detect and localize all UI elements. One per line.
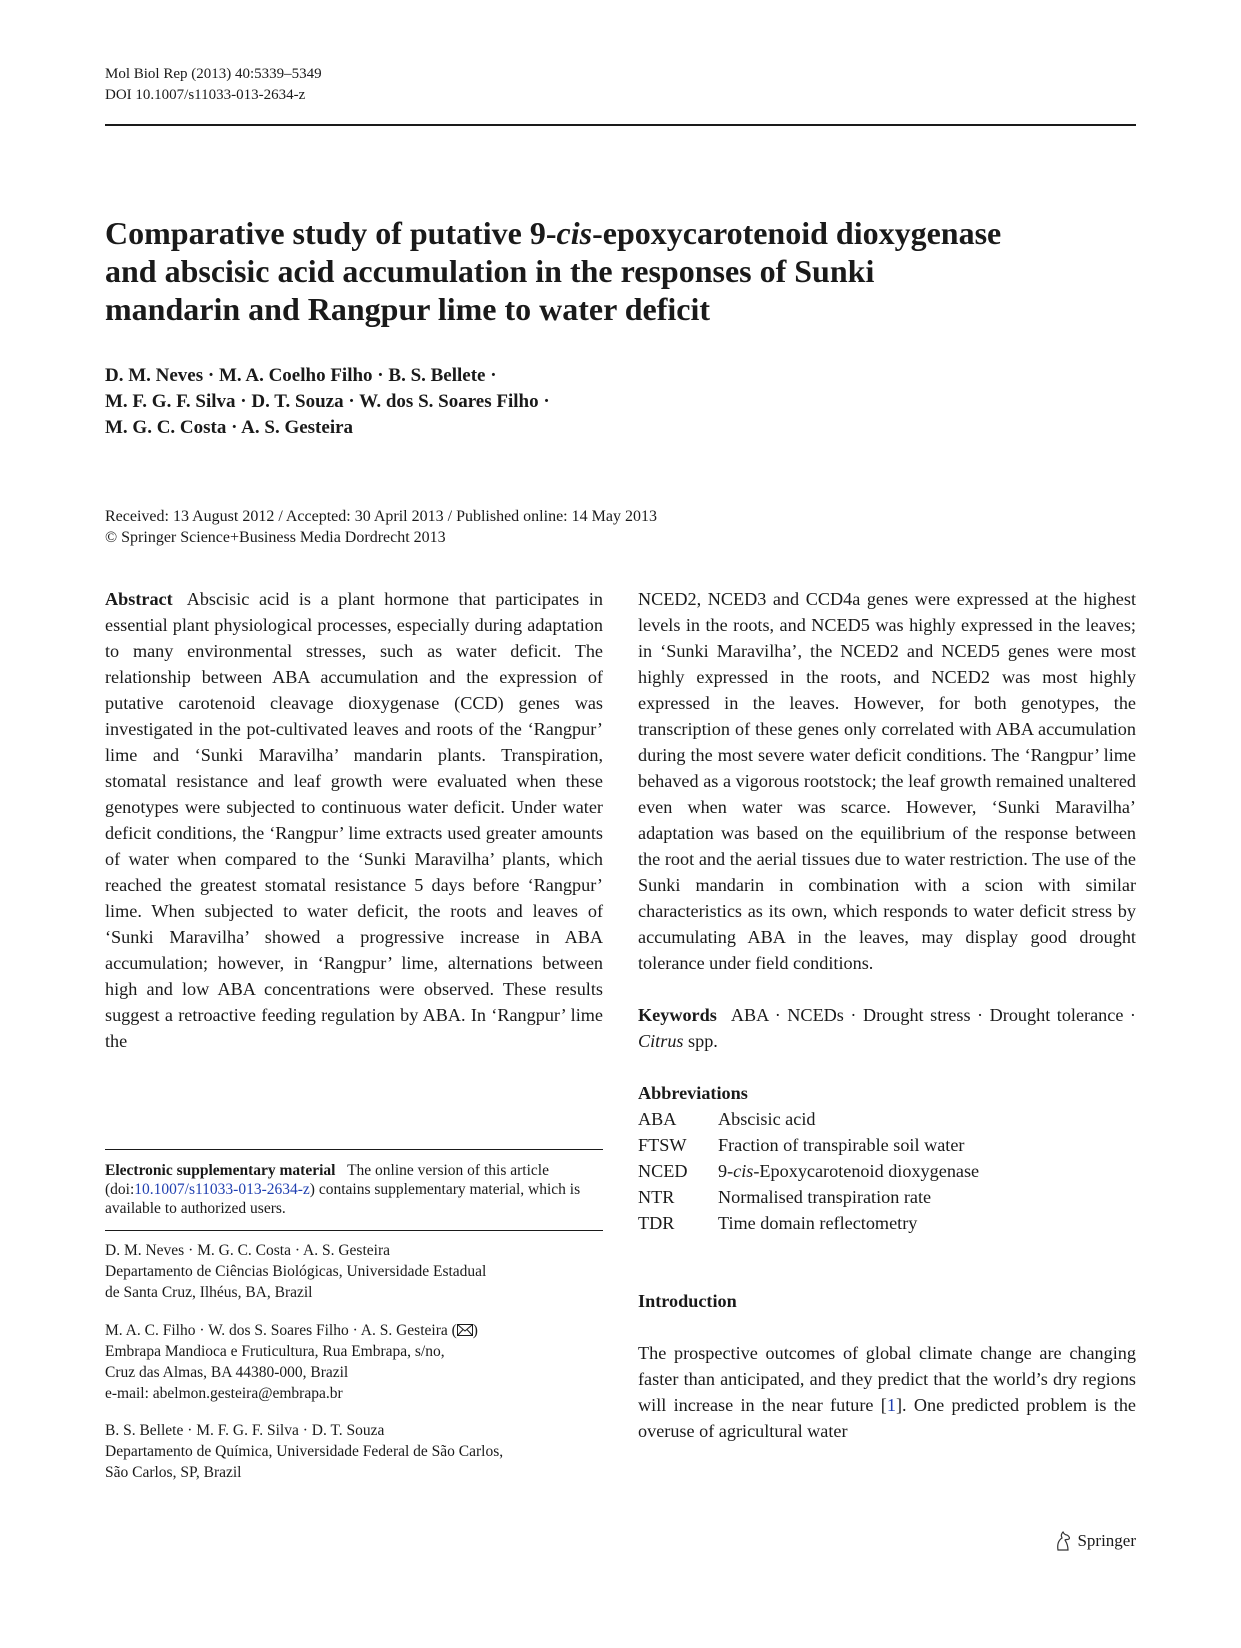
abbreviation-term: FTSW (638, 1135, 687, 1155)
abbreviations-title: Abbreviations (638, 1083, 748, 1103)
author-line: M. G. C. Costa · A. S. Gesteira (105, 417, 354, 438)
abbreviation-definition: 9-cis-Epoxycarotenoid dioxygenase (718, 1161, 980, 1181)
keywords: Keywords ABA · NCEDs · Drought stress · Drought tolerance · Citrus spp. (638, 1005, 1136, 1051)
abbreviation-definition: Time domain reflectometry (718, 1213, 918, 1233)
header-rule (105, 124, 1136, 126)
author-list (105, 363, 1136, 441)
abstract-label: Abstract (105, 589, 173, 609)
abbreviation-row (638, 1184, 979, 1210)
abstract-continued: NCED2, NCED3 and CCD4a genes were expressed at the highest levels in the roots, and NCED5 was highly expressed in the leaves; in ‘Sunki Maravilha’, the NCED2 and NCED5 genes were most highly expressed in the roots, and NCED2 was most highly expressed in the leaves. However, for both genotypes, the transcription of these genes only correlated with ABA accumulation during the most severe water deficit conditions. The ‘Rangpur’ lime behaved as a vigorous rootstock; the leaf growth remained unaltered even when water was scarce. However, ‘Sunki Maravilha’ adaptation was based on the equilibrium of the response between the root and the aerial tissues due to water restriction. The use of the Sunki mandarin in combination with a scion with similar characteristics as its own, which responds to water deficit stress by accumulating ABA in the leaves, may display good drought tolerance under field conditions. (638, 589, 1136, 973)
doi-link[interactable]: 10.1007/s11033-013-2634-z (134, 1181, 310, 1198)
abbreviation-term: TDR (638, 1213, 675, 1233)
abstract-left-column (105, 586, 603, 1054)
affiliation-block: D. M. Neves · M. G. C. Costa · A. S. Gesteira Departamento de Ciências Biológicas, Universidade Estadual de Santa Cruz, Ilhéus, BA, Brazil (105, 1242, 487, 1301)
abbreviation-term: ABA (638, 1109, 677, 1129)
copyright-line: © Springer Science+Business Media Dordrecht 2013 (105, 529, 446, 546)
affiliation-block: M. A. C. Filho · W. dos S. Soares Filho · A. S. Gesteira ( ) Embrapa Mandioca e Fruticultura, Rua Embrapa, s/no, Cruz das Almas, BA 44380-000, Brazil e-mail: abelmon.gesteira@embrapa.br (105, 1320, 603, 1404)
abbreviation-row (638, 1158, 979, 1184)
abbreviations-table (638, 1106, 979, 1236)
abbreviation-definition: Fraction of transpirable soil water (718, 1135, 965, 1155)
abbreviation-definition: Abscisic acid (718, 1109, 816, 1129)
abbreviation-row (638, 1210, 979, 1236)
affiliation-block: B. S. Bellete · M. F. G. F. Silva · D. T. Souza Departamento de Química, Universidade Federal de São Carlos, São Carlos, SP, Brazil (105, 1422, 504, 1481)
email: e-mail: abelmon.gesteira@embrapa.br (105, 1385, 343, 1402)
publication-dates: Received: 13 August 2012 / Accepted: 30 April 2013 / Published online: 14 May 2013 © Springer Science+Business Media Dordrecht 2013 (105, 508, 657, 546)
journal-header (105, 64, 322, 106)
introduction-text: The prospective outcomes of global climate change are changing faster than anticipated, and they predict that the world’s dry regions will increase in the near future [1]. One predicted problem is the overuse of agricultural water (638, 1343, 1136, 1441)
journal-citation: Mol Biol Rep (2013) 40:5339–5349 (105, 66, 322, 82)
abbreviation-definition: Normalised transpiration rate (718, 1187, 932, 1207)
abbreviation-row (638, 1106, 979, 1132)
introduction-heading: Introduction (638, 1291, 737, 1311)
abbreviation-row (638, 1132, 979, 1158)
keywords-label: Keywords (638, 1005, 717, 1025)
author-line: D. M. Neves · M. A. Coelho Filho · B. S. Bellete · (105, 365, 497, 386)
envelope-icon (457, 1324, 473, 1336)
publisher-name: Springer (1077, 1531, 1136, 1550)
doi-line: DOI 10.1007/s11033-013-2634-z (105, 87, 306, 103)
abbreviation-term: NCED (638, 1161, 688, 1181)
citation-link[interactable]: 1 (886, 1395, 896, 1415)
publisher-logo (1053, 1530, 1136, 1552)
right-column (638, 586, 1136, 1444)
footnote-rule (105, 1149, 603, 1150)
supplementary-note: Electronic supplementary material The online version of this article (doi:10.1007/s11033-013-2634-z) contains supplementary material, which is available to authorized users. (105, 1162, 581, 1217)
footnote-rule (105, 1230, 603, 1231)
author-line: M. F. G. F. Silva · D. T. Souza · W. dos S. Soares Filho · (105, 391, 550, 412)
springer-horse-icon (1053, 1530, 1073, 1552)
abstract-text: Abscisic acid is a plant hormone that participates in essential plant physiological processes, especially during adaptation to many environmental stresses, such as water deficit. The relationship between ABA accumulation and the expression of putative carotenoid cleavage dioxygenase (CCD) genes was investigated in the pot-cultivated leaves and roots of the ‘Rangpur’ lime and ‘Sunki Maravilha’ mandarin plants. Transpiration, stomatal resistance and leaf growth were evaluated when these genotypes were subjected to continuous water deficit. Under water deficit conditions, the ‘Rangpur’ lime extracts used greater amounts of water when compared to the ‘Sunki Maravilha’ plants, which reached the greatest stomatal resistance 5 days before ‘Rangpur’ lime. When subjected to water deficit, the roots and leaves of ‘Sunki Maravilha’ showed a progressive increase in ABA accumulation; however, in ‘Rangpur’ lime, alternations between high and low ABA concentrations were observed. These results suggest a retroactive feeding regulation by ABA. In ‘Rangpur’ lime the (105, 589, 603, 1051)
abbreviation-term: NTR (638, 1187, 675, 1207)
paper-title: Comparative study of putative 9-cis-epoxycarotenoid dioxygenase and abscisic acid accumulation in the responses of Sunki mandarin and Rangpur lime to water deficit (105, 215, 1002, 327)
